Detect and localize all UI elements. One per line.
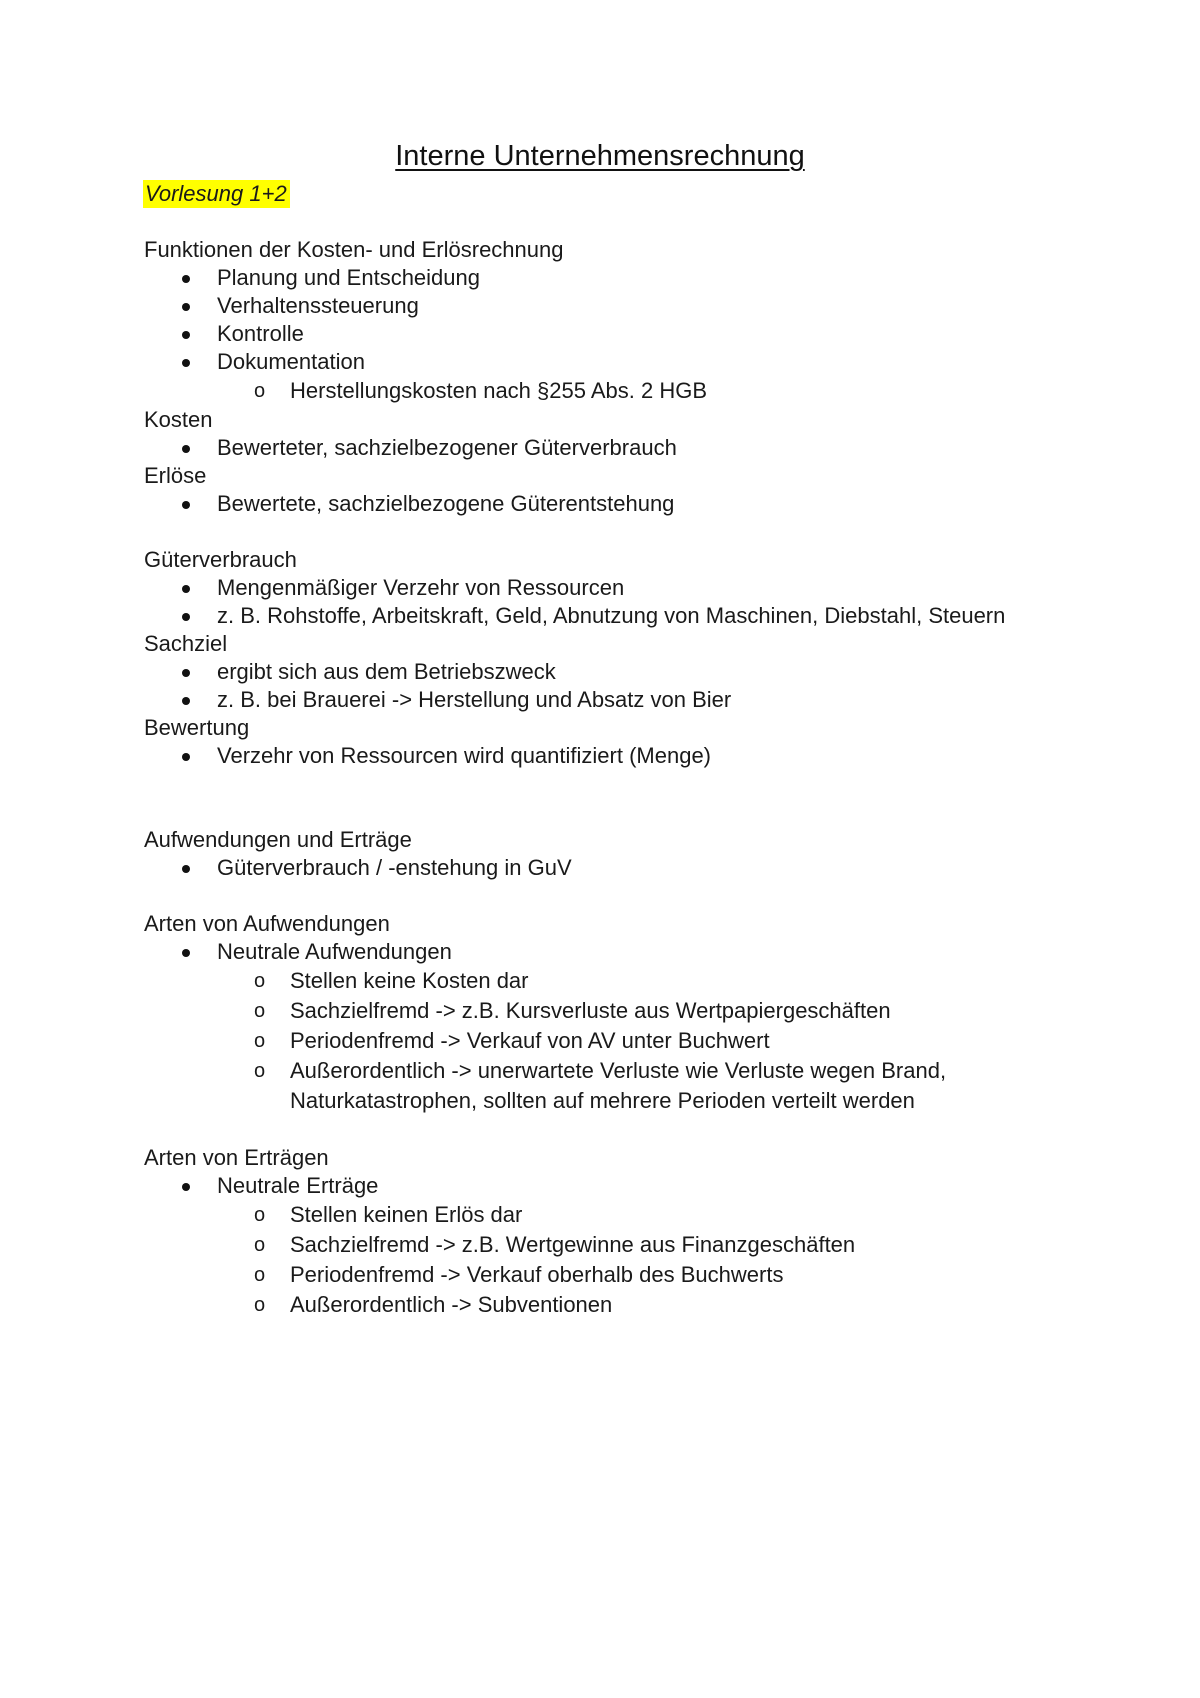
section-heading: Erlöse — [144, 463, 207, 488]
sub-list-item: o Stellen keine Kosten dar — [144, 966, 1064, 996]
section-heading: Güterverbrauch — [144, 547, 297, 572]
list-item: z. B. Rohstoffe, Arbeitskraft, Geld, Abnutzung von Maschinen, Diebstahl, Steuern — [144, 602, 1064, 630]
circle-bullet-icon: o — [254, 1060, 266, 1082]
section-erloese — [144, 462, 1064, 518]
section-kosten — [144, 406, 1064, 462]
list-item: z. B. bei Brauerei -> Herstellung und Absatz von Bier — [144, 686, 1064, 714]
list-item: Verzehr von Ressourcen wird quantifiziert (Menge) — [144, 742, 1064, 770]
circle-bullet-icon: o — [254, 1000, 266, 1022]
bullet-icon — [182, 697, 190, 705]
list-item: Güterverbrauch / -enstehung in GuV — [144, 854, 1064, 882]
circle-bullet-icon: o — [254, 1264, 266, 1286]
section-heading: Arten von Erträgen — [144, 1145, 329, 1170]
list-item: Mengenmäßiger Verzehr von Ressourcen — [144, 574, 1064, 602]
section-gueterverbrauch — [144, 546, 1064, 630]
sub-list-item: o Stellen keinen Erlös dar — [144, 1200, 1064, 1230]
bullet-icon — [182, 613, 190, 621]
sub-list-item: o Sachzielfremd -> z.B. Kursverluste aus Wertpapiergeschäften — [144, 996, 1064, 1026]
section-bewertung — [144, 714, 1064, 770]
section-arten-ertraege — [144, 1144, 1064, 1320]
bullet-icon — [182, 501, 190, 509]
section-heading: Aufwendungen und Erträge — [144, 827, 412, 852]
circle-bullet-icon: o — [254, 1030, 266, 1052]
bullet-icon — [182, 359, 190, 367]
section-aufwendungen-ertraege — [144, 826, 1064, 882]
list-item: ergibt sich aus dem Betriebszweck — [144, 658, 1064, 686]
bullet-icon — [182, 445, 190, 453]
circle-bullet-icon: o — [254, 970, 266, 992]
circle-bullet-icon: o — [254, 1204, 266, 1226]
sub-list-item: o Außerordentlich -> unerwartete Verluste wie Verluste wegen Brand, Naturkatastrophen, sollten auf mehrere Perioden verteilt werden — [254, 1058, 947, 1113]
bullet-icon — [182, 303, 190, 311]
section-funktionen — [144, 236, 1064, 406]
section-heading: Sachziel — [144, 631, 228, 656]
bullet-icon — [182, 669, 190, 677]
circle-bullet-icon: o — [254, 1234, 266, 1256]
section-heading: Arten von Aufwendungen — [144, 911, 390, 936]
sub-list-item: o Außerordentlich -> Subventionen — [144, 1290, 1064, 1320]
bullet-icon — [182, 331, 190, 339]
sub-list-item: o Periodenfremd -> Verkauf von AV unter Buchwert — [144, 1026, 1064, 1056]
section-heading: Kosten — [144, 407, 213, 432]
bullet-icon — [182, 865, 190, 873]
bullet-icon — [182, 585, 190, 593]
sub-list-item: o Periodenfremd -> Verkauf oberhalb des Buchwerts — [144, 1260, 1064, 1290]
list-item: Dokumentation o Herstellungskosten nach §255 Abs. 2 HGB — [144, 348, 1064, 406]
list-item: Bewerteter, sachzielbezogener Güterverbrauch — [144, 434, 1064, 462]
section-heading: Bewertung — [144, 715, 250, 740]
page-title: Interne Unternehmensrechnung — [395, 140, 805, 172]
document-body — [144, 180, 1064, 1320]
sub-list-item: o Sachzielfremd -> z.B. Wertgewinne aus Finanzgeschäften — [144, 1230, 1064, 1260]
bullet-icon — [182, 949, 190, 957]
bullet-icon — [182, 753, 190, 761]
section-heading: Funktionen der Kosten- und Erlösrechnung — [144, 237, 564, 262]
section-arten-aufwendungen — [144, 910, 1064, 1116]
lecture-subtitle: Vorlesung 1+2 — [143, 180, 290, 208]
list-item: Neutrale Erträge o Stellen keinen Erlös dar o Sachzielfremd -> z.B. Wertgewinne aus Finanzgeschäften o Periodenfremd -> Verkauf oberhalb des Buchwerts o Außerordentlich -> Subventionen — [144, 1172, 1064, 1320]
list-item: Bewertete, sachzielbezogene Güterentstehung — [144, 490, 1064, 518]
bullet-icon — [182, 275, 190, 283]
bullet-icon — [182, 1183, 190, 1191]
circle-bullet-icon: o — [254, 1294, 266, 1316]
section-sachziel — [144, 630, 1064, 714]
list-item: Kontrolle — [144, 320, 1064, 348]
list-item: Verhaltenssteuerung — [144, 292, 1064, 320]
list-item: Neutrale Aufwendungen o Stellen keine Kosten dar o Sachzielfremd -> z.B. Kursverluste aus Wertpapiergeschäften o Periodenfremd -> Verkauf von AV unter Buchwert o Außerordentlich -> unerwartete Verluste wie Verluste wegen Brand, Naturkatastrophen, sollten auf mehrere Perioden verteilt werden — [144, 938, 1064, 1116]
list-item: Planung und Entscheidung — [144, 264, 1064, 292]
circle-bullet-icon: o — [254, 380, 266, 402]
sub-list-item: o Herstellungskosten nach §255 Abs. 2 HGB — [144, 376, 1064, 406]
